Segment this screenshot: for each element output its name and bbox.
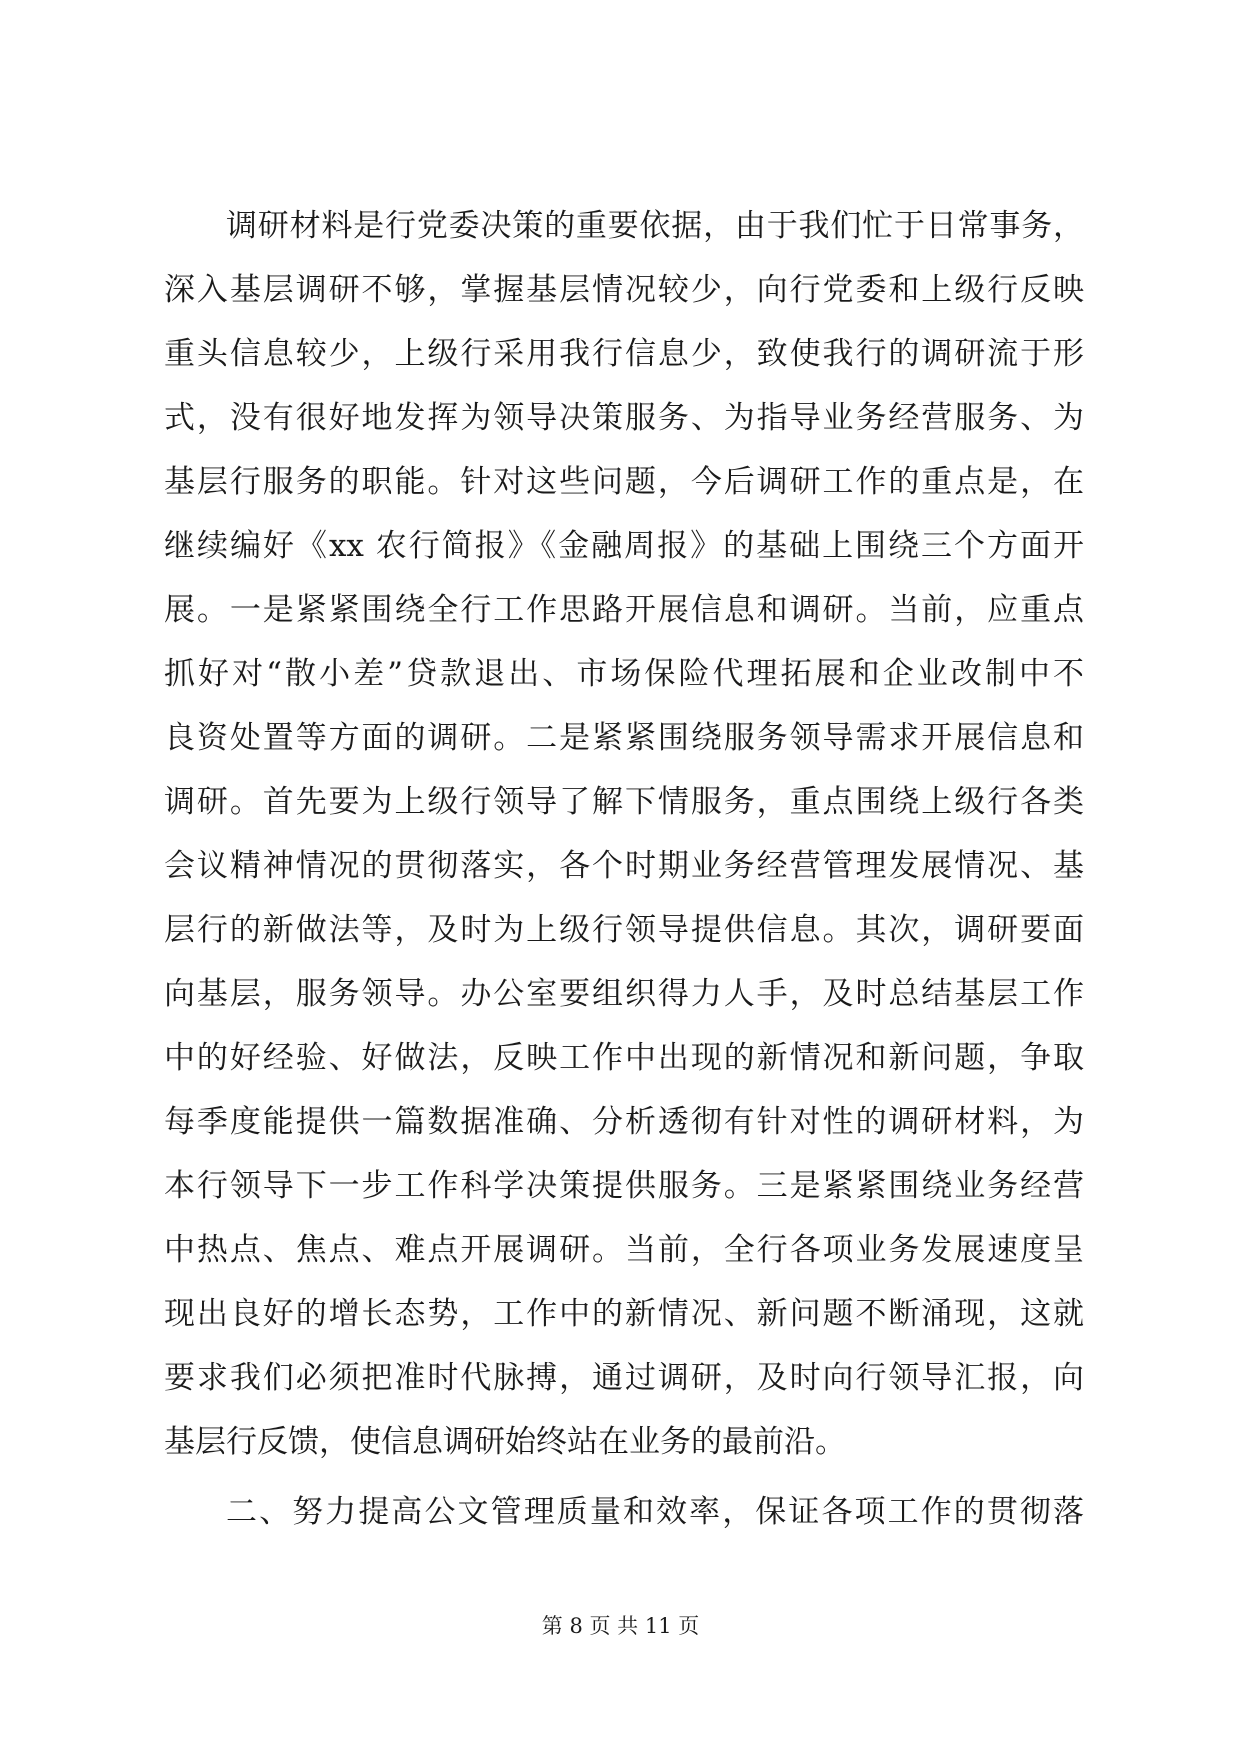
text-line: 要求我们必须把准时代脉搏，通过调研，及时向行领导汇报，向: [164, 1360, 1084, 1396]
text-line: 抓好对“散小差”贷款退出、市场保险代理拓展和企业改制中不: [164, 656, 1084, 692]
text-line: 调研。首先要为上级行领导了解下情服务，重点围绕上级行各类: [164, 784, 1084, 820]
text-line: 二、努力提高公文管理质量和效率，保证各项工作的贯彻落: [226, 1494, 1084, 1530]
text-line: 中的好经验、好做法，反映工作中出现的新情况和新问题，争取: [164, 1040, 1084, 1076]
text-line: 继续编好《xx 农行简报》《金融周报》的基础上围绕三个方面开: [164, 528, 1084, 564]
text-line: 每季度能提供一篇数据准确、分析透彻有针对性的调研材料，为: [164, 1104, 1084, 1140]
page-number-footer: 第 8 页 共 11 页: [541, 1614, 700, 1638]
text-line: 深入基层调研不够，掌握基层情况较少，向行党委和上级行反映: [164, 272, 1084, 308]
text-line: 现出良好的增长态势，工作中的新情况、新问题不断涌现，这就: [164, 1296, 1084, 1332]
text-line: 展。一是紧紧围绕全行工作思路开展信息和调研。当前，应重点: [164, 592, 1084, 628]
text-line: 基层行反馈，使信息调研始终站在业务的最前沿。: [164, 1424, 846, 1460]
text-line: 本行领导下一步工作科学决策提供服务。三是紧紧围绕业务经营: [164, 1168, 1084, 1204]
text-line: 会议精神情况的贯彻落实，各个时期业务经营管理发展情况、基: [164, 848, 1084, 884]
text-line: 基层行服务的职能。针对这些问题，今后调研工作的重点是，在: [164, 464, 1084, 500]
text-line: 调研材料是行党委决策的重要依据，由于我们忙于日常事务，: [226, 208, 1084, 244]
text-line: 式，没有很好地发挥为领导决策服务、为指导业务经营服务、为: [164, 400, 1084, 436]
text-line: 中热点、焦点、难点开展调研。当前，全行各项业务发展速度呈: [164, 1232, 1084, 1268]
text-line: 重头信息较少，上级行采用我行信息少，致使我行的调研流于形: [164, 336, 1084, 372]
text-line: 层行的新做法等，及时为上级行领导提供信息。其次，调研要面: [164, 912, 1084, 948]
text-line: 良资处置等方面的调研。二是紧紧围绕服务领导需求开展信息和: [164, 720, 1084, 756]
text-line: 向基层，服务领导。办公室要组织得力人手，及时总结基层工作: [164, 976, 1084, 1012]
